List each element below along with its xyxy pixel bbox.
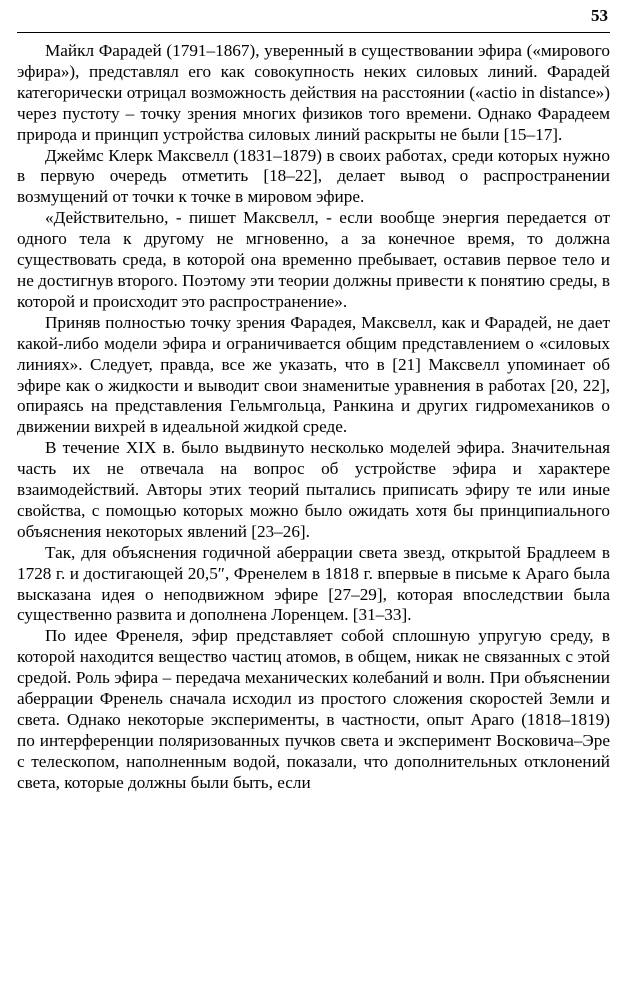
paragraph-fresnel: По идее Френеля, эфир представляет собой сплошную упругую среду, в которой находится вещество частиц атомов, в общем, никак не связанных с этой средой. Роль эфира – передача механических колебаний и волн. При объяснении аберрации Френель сначала исходил из простого сложения скоростей Земли и света. Однако некоторые эксперименты, в частности, опыт Араго (1818–1819) по интерференции поляризованных пучков света и эксперимент Восковича–Эре с телескопом, наполненным водой, показали, что дополнительных отклонений света, которые должны были быть, если [17,626,610,792]
paragraph-maxwell-intro: Джеймс Клерк Максвелл (1831–1879) в своих работах, среди которых нужно в первую очередь отметить [18–22], делает вывод о распространении возмущений от точки к точке в мировом эфире. [17,145,610,207]
paragraph-aberration: Так, для объяснения годичной аберрации света звезд, открытой Брадлеем в 1728 г. и достигающей 20,5″, Френелем в 1818 г. впервые в письме к Араго была высказана идея о неподвижном эфире [27–29], которая впоследствии была существенно развита и дополнена Лоренцем. [31–33]. [17,542,610,625]
paragraph-maxwell-quote: «Действительно, - пишет Максвелл, - если вообще энергия передается от одного тела к другому не мгновенно, а за конечное время, то должна существовать среда, в которой она временно пребывает, оставив первое тело и не достигнув второго. Поэтому эти теории должны привести к понятию среды, в которой и происходит это распространение». [17,208,610,311]
page-number: 53 [591,6,608,25]
page-header [17,0,610,33]
paragraph-faraday: Майкл Фарадей (1791–1867), уверенный в существовании эфира («мирового эфира»), представлял его как совокупность неких силовых линий. Фарадей категорически отрицал возможность действия на расстоянии («actio in distance») через пустоту – точку зрения многих физиков того времени. Однако Фарадеем природа и принцип устройства силовых линий раскрыты не были [15–17]. [17,41,610,144]
document-page [17,0,610,1000]
page-body [17,33,610,794]
paragraph-maxwell-model: Приняв полностью точку зрения Фарадея, Максвелл, как и Фарадей, не дает какой-либо модели эфира и ограничивается общим представлением о «силовых линиях». Следует, правда, все же указать, что в [21] Максвелл упоминает об эфире как о жидкости и выводит свои знаменитые уравнения в работах [20, 22], опираясь на представления Гельмгольца, Ранкина и других гидромехаников о движении вихрей в идеальной жидкой среде. [17,312,610,437]
paragraph-ether-models: В течение XIX в. было выдвинуто несколько моделей эфира. Значительная часть их не отвечала на вопрос об устройстве эфира и характере взаимодействий. Авторы этих теорий пытались приписать эфиру те или иные свойства, с помощью которых можно было ожидать хотя бы принципиального объяснения некоторых явлений [23–26]. [17,438,610,541]
